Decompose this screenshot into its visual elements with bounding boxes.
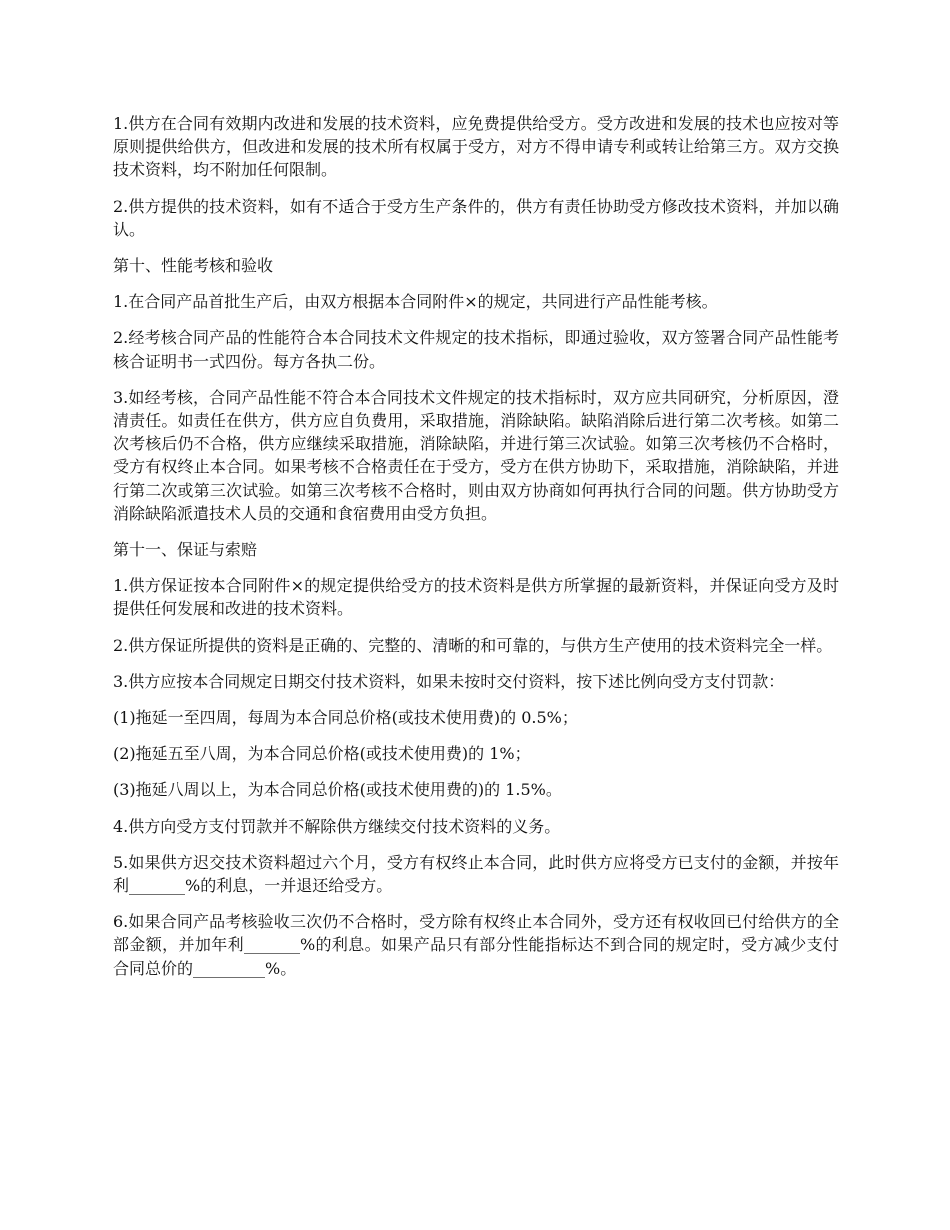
paragraph-penalty-obligation: 4.供方向受方支付罚款并不解除供方继续交付技术资料的义务。 bbox=[113, 816, 561, 836]
list-item-penalty-1: (1)拖延一至四周，每周为本合同总价格(或技术使用费)的 0.5%； bbox=[113, 708, 578, 728]
paragraph-tech-modification: 2.供方提供的技术资料，如有不适合于受方生产条件的，供方有责任协助受方修改技术资料，并加以确认。 bbox=[113, 196, 839, 239]
paragraph-tech-improvement: 1.供方在合同有效期内改进和发展的技术资料，应免费提供给受方。受方改进和发展的技术也应按对等原则提供给供方，但改进和发展的技术所有权属于受方，对方不得申请专利或转让给第三方。双方交换技术资料，均不附加任何限制。 bbox=[113, 114, 839, 180]
list-item-penalty-3: (3)拖延八周以上，为本合同总价格(或技术使用费的)的 1.5%。 bbox=[113, 780, 562, 800]
paragraph-failed-assessment: 3.如经考核，合同产品性能不符合本合同技术文件规定的技术指标时，双方应共同研究，分析原因，澄清责任。如责任在供方，供方应自负费用，采取措施，消除缺陷。缺陷消除后进行第二次考核。如第二次考核后仍不合格，供方应继续采取措施，消除缺陷，并进行第三次试验。如第三次考核仍不合格时，受方有权终止本合同。如果考核不合格责任在于受方，受方在供方协助下，采取措施，消除缺陷，并进行第二次或第三次试验。如第三次考核不合格时，则由双方协商如何再执行合同的问题。供方协助受方消除缺陷派遣技术人员的交通和食宿费用由受方负担。 bbox=[113, 387, 839, 523]
section-heading-performance: 第十、性能考核和验收 bbox=[113, 256, 274, 276]
paragraph-acceptance: 2.经考核合同产品的性能符合本合同技术文件规定的技术指标，即通过验收，双方签署合同产品性能考核合证明书一式四份。每方各执二份。 bbox=[113, 328, 839, 371]
paragraph-late-delivery-penalty: 3.供方应按本合同规定日期交付技术资料，如果未按时交付资料，按下述比例向受方支付罚款： bbox=[113, 671, 785, 691]
paragraph-materials-accuracy: 2.供方保证所提供的资料是正确的、完整的、清晰的和可靠的，与供方生产使用的技术资料完全一样。 bbox=[113, 635, 833, 655]
paragraph-latest-materials: 1.供方保证按本合同附件×的规定提供给受方的技术资料是供方所掌握的最新资料，并保证向受方及时提供任何发展和改进的技术资料。 bbox=[113, 576, 839, 619]
section-heading-warranty: 第十一、保证与索赔 bbox=[113, 540, 258, 560]
list-item-penalty-2: (2)拖延五至八周，为本合同总价格(或技术使用费)的 1%； bbox=[113, 744, 531, 764]
paragraph-failed-acceptance-refund: 6.如果合同产品考核验收三次仍不合格时，受方除有权终止本合同外，受方还有权收回已付给供方的全部金额，并加年利_______%的利息。如果产品只有部分性能指标达不到合同的规定时，受方减少支付合同总价的_________%。 bbox=[113, 912, 839, 978]
document-page bbox=[113, 112, 839, 993]
paragraph-termination-refund: 5.如果供方迟交技术资料超过六个月，受方有权终止本合同，此时供方应将受方已支付的金额，并按年利_______%的利息，一并退还给受方。 bbox=[113, 852, 839, 896]
paragraph-first-production: 1.在合同产品首批生产后，由双方根据本合同附件×的规定，共同进行产品性能考核。 bbox=[113, 292, 718, 312]
